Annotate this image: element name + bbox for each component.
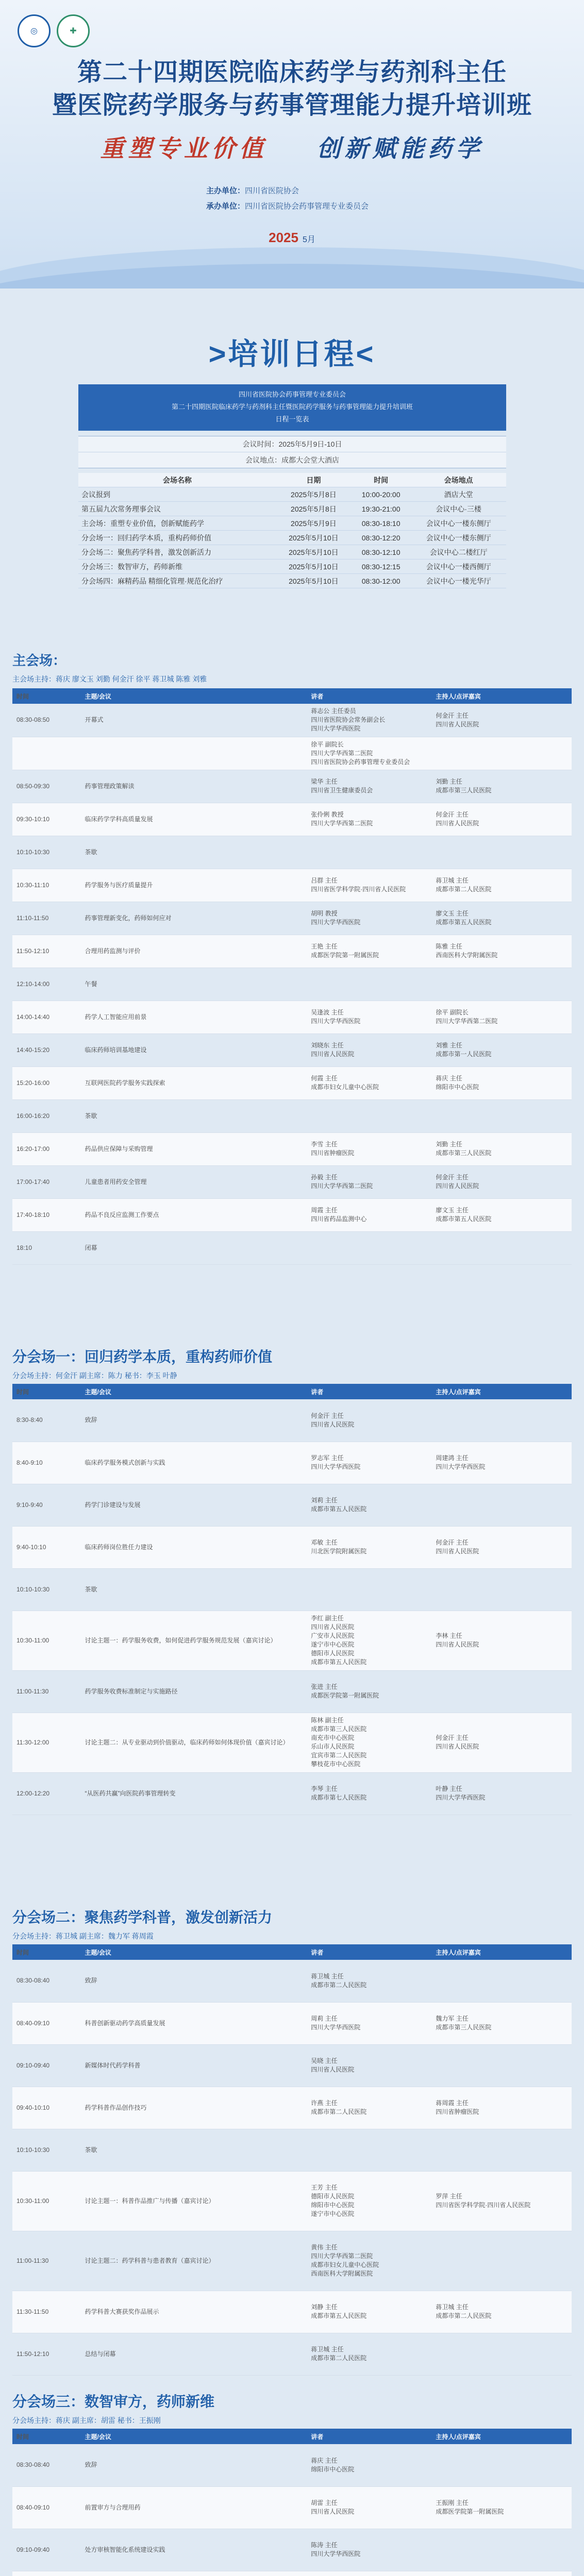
host-cell: 刘雅 主任 成都市第一人民医院 bbox=[431, 1033, 572, 1066]
host-cell: 罗萍 主任 四川省医学科学院·四川省人民医院 bbox=[431, 2171, 572, 2231]
schedule-header-cell: 讲者 bbox=[307, 1384, 431, 1399]
schedule-row bbox=[12, 1033, 572, 1066]
host-cell bbox=[431, 2231, 572, 2291]
speaker-cell bbox=[307, 968, 431, 1001]
info-line: 日程一览表 bbox=[275, 415, 309, 423]
overview-cell: 2025年5月10日 bbox=[276, 560, 351, 574]
schedule-row bbox=[12, 2444, 572, 2486]
speaker-cell: 王艳 主任 成都医学院第一附属医院 bbox=[307, 935, 431, 968]
logo-group bbox=[18, 14, 90, 47]
host-cell: 蒋卫城 主任 成都市第二人民医院 bbox=[431, 2291, 572, 2333]
speaker-cell: 蒋卫城 主任 成都市第二人民医院 bbox=[307, 1960, 431, 2002]
schedule-table bbox=[12, 1944, 572, 2376]
schedule-header-cell: 时间 bbox=[12, 1384, 80, 1399]
schedule-header-cell: 主持人/点评嘉宾 bbox=[431, 2429, 572, 2444]
topic-cell: 互联网医院药学服务实践探索 bbox=[81, 1066, 307, 1099]
undertaker-name: 四川省医院协会药事管理专业委员会 bbox=[245, 202, 369, 211]
time-cell: 11:30-11:50 bbox=[12, 2291, 81, 2333]
schedule-header-row bbox=[12, 688, 572, 704]
time-cell: 08:50-09:30 bbox=[12, 770, 81, 803]
speaker-cell bbox=[307, 1568, 431, 1611]
overview-cell: 分会场二：聚焦药学科普，激发创新活力 bbox=[78, 545, 276, 560]
overview-cell: 10:00-20:00 bbox=[351, 487, 411, 502]
schedule-header-row bbox=[12, 1384, 572, 1399]
host-cell: 何金汗 主任 四川省人民医院 bbox=[431, 704, 572, 737]
hero-date-year: 2025 bbox=[269, 230, 298, 245]
host-cell bbox=[431, 737, 572, 770]
meeting-place: 会议地点：成都大会堂大酒店 bbox=[78, 452, 506, 468]
host-cell: 何金汗 主任 四川省人民医院 bbox=[431, 1713, 572, 1772]
speaker-cell: 邓敏 主任 川北医学院附属医院 bbox=[307, 1526, 431, 1568]
info-line: 第二十四期医院临床药学与药剂科主任暨医院药学服务与药事管理能力提升培训班 bbox=[171, 403, 413, 411]
schedule-row bbox=[12, 968, 572, 1001]
speaker-cell: 吴晓 主任 四川省人民医院 bbox=[307, 2044, 431, 2087]
meeting-time: 会议时间：2025年5月9日-10日 bbox=[242, 440, 342, 448]
host-cell bbox=[431, 836, 572, 869]
host-cell bbox=[431, 1231, 572, 1264]
topic-cell bbox=[81, 2571, 307, 2576]
schedule-row bbox=[12, 2486, 572, 2529]
committee-logo: ✚ bbox=[57, 14, 90, 47]
overview-cell: 会议中心一楼东侧厅 bbox=[411, 531, 506, 545]
overview-cell: 08:30-18:10 bbox=[351, 516, 411, 531]
time-cell: 08:30-08:50 bbox=[12, 704, 81, 737]
schedule-row bbox=[12, 1066, 572, 1099]
meeting-meta bbox=[78, 436, 506, 468]
overview-row bbox=[78, 531, 506, 545]
topic-cell: 讨论主题一：科普作品推广与传播（嘉宾讨论） bbox=[81, 2171, 307, 2231]
topic-cell: 茶歇 bbox=[81, 2129, 307, 2171]
overview-cell: 08:30-12:10 bbox=[351, 545, 411, 560]
host-cell: 魏力军 主任 成都市第三人民医院 bbox=[431, 2002, 572, 2044]
topic-cell: 致辞 bbox=[80, 1399, 307, 1442]
schedule-row bbox=[12, 770, 572, 803]
host-cell: 王振刚 主任 成都医学院第一附属医院 bbox=[431, 2486, 572, 2529]
overview-row bbox=[78, 545, 506, 560]
overview-cell: 会议中心一楼西侧厅 bbox=[411, 560, 506, 574]
session-title: 主会场： bbox=[12, 653, 66, 668]
time-cell: 9:10-9:40 bbox=[12, 1484, 80, 1526]
schedule-header-cell: 主题/会议 bbox=[81, 2429, 307, 2444]
hero-banner bbox=[0, 0, 584, 289]
time-cell bbox=[12, 737, 81, 770]
schedule-row bbox=[12, 1132, 572, 1165]
overview-cell: 会议中心一楼光华厅 bbox=[411, 574, 506, 588]
session-meta: 主会场主持：蒋庆 廖文玉 刘勤 何金汗 徐平 蒋卫城 陈雅 刘雅 bbox=[12, 675, 207, 683]
schedule-row bbox=[12, 1399, 572, 1442]
speaker-cell: 许燕 主任 成都市第二人民医院 bbox=[307, 2087, 431, 2129]
host-cell: 何金汗 主任 四川省人民医院 bbox=[431, 1165, 572, 1198]
schedule-row bbox=[12, 935, 572, 968]
speaker-cell: 胡明 教授 四川大学华西医院 bbox=[307, 902, 431, 935]
schedule-row bbox=[12, 1099, 572, 1132]
schedule-row bbox=[12, 1001, 572, 1033]
hero-title-line1: 第二十四期医院临床药学与药剂科主任 bbox=[77, 58, 507, 87]
schedule-row bbox=[12, 2291, 572, 2333]
host-cell: 刘勤 主任 成都市第三人民医院 bbox=[431, 770, 572, 803]
schedule-table bbox=[12, 2429, 572, 2576]
topic-cell: 讨论主题一：药学服务收费，如何促进药学服务规范发展（嘉宾讨论） bbox=[80, 1611, 307, 1670]
schedule-row bbox=[12, 1772, 572, 1815]
overview-cell: 19:30-21:00 bbox=[351, 502, 411, 516]
speaker-cell: 刘晓东 主任 四川省人民医院 bbox=[307, 1033, 431, 1066]
time-cell: 10:10-10:30 bbox=[12, 836, 81, 869]
topic-cell: 总结与闭幕 bbox=[81, 2333, 307, 2375]
schedule-row bbox=[12, 1442, 572, 1484]
hero-date-sub: 5月 bbox=[302, 235, 315, 244]
host-cell: 何金汗 主任 四川省人民医院 bbox=[431, 1526, 572, 1568]
overview-header-cell: 会场名称 bbox=[78, 473, 276, 487]
schedule-row bbox=[12, 1568, 572, 1611]
schedule-header-cell: 主持人/点评嘉宾 bbox=[431, 1944, 572, 1960]
speaker-cell: 蒋志公 主任委员 四川省医院协会常务副会长 四川大学华西医院 bbox=[307, 704, 431, 737]
speaker-cell: 陈涛 主任 四川大学华西医院 bbox=[307, 2529, 431, 2571]
overview-cell: 第五届九次常务理事会议 bbox=[78, 502, 276, 516]
speaker-cell: 何霞 主任 成都市妇女儿童中心医院 bbox=[307, 1066, 431, 1099]
speaker-cell: 张伶俐 教授 四川大学华西第二医院 bbox=[307, 803, 431, 836]
overview-table bbox=[78, 473, 506, 588]
overview-cell: 分会场三：数智审方，药师新维 bbox=[78, 560, 276, 574]
time-cell: 12:00-12:20 bbox=[12, 1772, 80, 1815]
host-cell: 蒋庆 主任 绵阳市中心医院 bbox=[431, 1066, 572, 1099]
time-cell bbox=[12, 2571, 81, 2576]
schedule-row bbox=[12, 1960, 572, 2002]
host-cell bbox=[431, 968, 572, 1001]
host-cell: 蒋周霞 主任 四川省肿瘤医院 bbox=[431, 2087, 572, 2129]
host-cell bbox=[431, 1099, 572, 1132]
overview-cell: 会议中心一楼东侧厅 bbox=[411, 516, 506, 531]
schedule-row bbox=[12, 2171, 572, 2231]
overview-header-cell: 日期 bbox=[276, 473, 351, 487]
time-cell: 16:00-16:20 bbox=[12, 1099, 81, 1132]
slogan-part-b: 创新赋能药学 bbox=[316, 134, 484, 162]
schedule-row bbox=[12, 2002, 572, 2044]
speaker-cell: 李雪 主任 四川省肿瘤医院 bbox=[307, 1132, 431, 1165]
speaker-cell: 李红 副主任 四川省人民医院 广安市人民医院 遂宁市中心医院 德阳市人民医院 成都市第五人民医院 bbox=[307, 1611, 431, 1670]
time-cell: 17:00-17:40 bbox=[12, 1165, 81, 1198]
speaker-cell bbox=[307, 1099, 431, 1132]
time-cell: 09:10-09:40 bbox=[12, 2044, 81, 2087]
time-cell: 15:20-16:00 bbox=[12, 1066, 81, 1099]
host-cell bbox=[431, 2333, 572, 2375]
time-cell: 11:00-11:30 bbox=[12, 1670, 80, 1713]
topic-cell: 临床药师培训基地建设 bbox=[81, 1033, 307, 1066]
schedule-header-row bbox=[12, 1944, 572, 1960]
speaker-cell: 吴逢波 主任 四川大学华西医院 bbox=[307, 1001, 431, 1033]
association-logo: ◎ bbox=[18, 14, 51, 47]
host-cell: 何金汗 主任 四川省人民医院 bbox=[431, 803, 572, 836]
speaker-cell: 张进 主任 成都医学院第一附属医院 bbox=[307, 1670, 431, 1713]
speaker-cell bbox=[307, 2571, 431, 2576]
host-cell bbox=[431, 2129, 572, 2171]
time-cell: 08:40-09:10 bbox=[12, 2002, 81, 2044]
overview-cell: 2025年5月8日 bbox=[276, 502, 351, 516]
time-cell: 12:10-14:00 bbox=[12, 968, 81, 1001]
info-line: 四川省医院协会药事管理专业委员会 bbox=[238, 391, 346, 398]
speaker-cell: 刘莉 主任 成都市第五人民医院 bbox=[307, 1484, 431, 1526]
overview-header-cell: 会场地点 bbox=[411, 473, 506, 487]
host-cell bbox=[431, 2444, 572, 2486]
topic-cell: 新媒体时代药学科普 bbox=[81, 2044, 307, 2087]
host-cell: 刘勤 主任 成都市第三人民医院 bbox=[431, 1132, 572, 1165]
hero-slogan bbox=[0, 130, 584, 164]
schedule-row bbox=[12, 1670, 572, 1713]
time-cell: 11:00-11:30 bbox=[12, 2231, 81, 2291]
host-cell bbox=[431, 1568, 572, 1611]
host-cell bbox=[431, 2529, 572, 2571]
schedule-row bbox=[12, 2044, 572, 2087]
host-cell: 李林 主任 四川省人民医院 bbox=[431, 1611, 572, 1670]
topic-cell: 茶歇 bbox=[80, 1568, 307, 1611]
topic-cell: 合理用药监测与评价 bbox=[81, 935, 307, 968]
schedule-row bbox=[12, 704, 572, 737]
topic-cell: 致辞 bbox=[81, 1960, 307, 2002]
schedule-row bbox=[12, 836, 572, 869]
schedule-row bbox=[12, 2129, 572, 2171]
topic-cell: 药事管理政策解读 bbox=[81, 770, 307, 803]
speaker-cell: 黄伟 主任 四川大学华西第二医院 成都市妇女儿童中心医院 西南医科大学附属医院 bbox=[307, 2231, 431, 2291]
speaker-cell: 徐平 副院长 四川大学华西第二医院 四川省医院协会药事管理专业委员会 bbox=[307, 737, 431, 770]
overview-row bbox=[78, 487, 506, 502]
topic-cell: 开幕式 bbox=[81, 704, 307, 737]
schedule-table bbox=[12, 688, 572, 1265]
speaker-cell: 何金汗 主任 四川省人民医院 bbox=[307, 1399, 431, 1442]
topic-cell: 处方审核智能化系统建设实践 bbox=[81, 2529, 307, 2571]
time-cell: 09:10-09:40 bbox=[12, 2529, 81, 2571]
hero-title-line2: 暨医院药学服务与药事管理能力提升培训班 bbox=[52, 91, 532, 120]
overview-cell: 2025年5月10日 bbox=[276, 574, 351, 588]
schedule-row bbox=[12, 902, 572, 935]
schedule-header-cell: 时间 bbox=[12, 1944, 81, 1960]
host-cell: 徐平 副院长 四川大学华西第二医院 bbox=[431, 1001, 572, 1033]
schedule-header-cell: 讲者 bbox=[307, 1944, 431, 1960]
speaker-cell: 陈林 副主任 成都市第三人民医院 南充市中心医院 乐山市人民医院 宜宾市第二人民医院 攀枝花市中心医院 bbox=[307, 1713, 431, 1772]
host-cell bbox=[431, 1960, 572, 2002]
schedule-header-cell: 讲者 bbox=[307, 688, 431, 704]
speaker-cell: 周霞 主任 四川省药品监测中心 bbox=[307, 1198, 431, 1231]
overview-cell: 会议中心·三楼 bbox=[411, 502, 506, 516]
schedule-info-box bbox=[78, 384, 506, 431]
time-cell: 10:10-10:30 bbox=[12, 1568, 80, 1611]
schedule-row bbox=[12, 1611, 572, 1670]
time-cell: 09:30-10:10 bbox=[12, 803, 81, 836]
host-cell: 蒋卫城 主任 成都市第二人民医院 bbox=[431, 869, 572, 902]
overview-cell: 分会场一：回归药学本质，重构药师价值 bbox=[78, 531, 276, 545]
topic-cell: 药品供应保障与采购管理 bbox=[81, 1132, 307, 1165]
session-meta: 分会场主持：何金汗 副主席：陈力 秘书：李玉 叶静 bbox=[12, 1371, 177, 1380]
time-cell: 11:50-12:10 bbox=[12, 2333, 81, 2375]
time-cell: 10:10-10:30 bbox=[12, 2129, 81, 2171]
speaker-cell: 李琴 主任 成都市第七人民医院 bbox=[307, 1772, 431, 1815]
overview-cell: 会议报到 bbox=[78, 487, 276, 502]
schedule-header-cell: 主题/会议 bbox=[80, 1384, 307, 1399]
topic-cell: “从医药共赢”向医院药事管理转变 bbox=[80, 1772, 307, 1815]
topic-cell: 儿童患者用药安全管理 bbox=[81, 1165, 307, 1198]
time-cell: 08:30-08:40 bbox=[12, 2444, 81, 2486]
speaker-cell: 梁华 主任 四川省卫生健康委员会 bbox=[307, 770, 431, 803]
time-cell: 10:30-11:10 bbox=[12, 869, 81, 902]
host-cell: 陈雅 主任 西南医科大学附属医院 bbox=[431, 935, 572, 968]
schedule-row bbox=[12, 1484, 572, 1526]
schedule-table bbox=[12, 1384, 572, 1815]
overview-cell: 酒店大堂 bbox=[411, 487, 506, 502]
schedule-row bbox=[12, 2571, 572, 2576]
host-cell: 廖文玉 主任 成都市第五人民医院 bbox=[431, 1198, 572, 1231]
topic-cell: 药学科普大赛获奖作品展示 bbox=[81, 2291, 307, 2333]
time-cell: 14:40-15:20 bbox=[12, 1033, 81, 1066]
time-cell: 8:30-8:40 bbox=[12, 1399, 80, 1442]
topic-cell: 药学人工智能应用前景 bbox=[81, 1001, 307, 1033]
topic-cell: 临床药学服务模式创新与实践 bbox=[80, 1442, 307, 1484]
organizer-block bbox=[206, 183, 369, 214]
host-cell bbox=[431, 1484, 572, 1526]
time-cell: 09:40-10:10 bbox=[12, 2087, 81, 2129]
topic-cell: 药品不良反应监测工作要点 bbox=[81, 1198, 307, 1231]
slogan-part-a: 重塑专业价值 bbox=[100, 134, 268, 162]
schedule-header-cell: 时间 bbox=[12, 2429, 81, 2444]
hero-date bbox=[0, 230, 584, 246]
topic-cell: 药学科普作品创作技巧 bbox=[81, 2087, 307, 2129]
speaker-cell: 吕群 主任 四川省医学科学院·四川省人民医院 bbox=[307, 869, 431, 902]
schedule-header-cell: 主持人/点评嘉宾 bbox=[431, 1384, 572, 1399]
speaker-cell bbox=[307, 2129, 431, 2171]
overview-cell: 分会场四：麻精药品 精细化管理·规范化治疗 bbox=[78, 574, 276, 588]
overview-cell: 2025年5月10日 bbox=[276, 531, 351, 545]
overview-row bbox=[78, 516, 506, 531]
session-title: 分会场一：回归药学本质，重构药师价值 bbox=[12, 1349, 273, 1365]
schedule-row bbox=[12, 1526, 572, 1568]
schedule-row bbox=[12, 1231, 572, 1264]
speaker-cell: 蒋庆 主任 绵阳市中心医院 bbox=[307, 2444, 431, 2486]
time-cell: 17:40-18:10 bbox=[12, 1198, 81, 1231]
host-cell bbox=[431, 2571, 572, 2576]
schedule-header-cell: 讲者 bbox=[307, 2429, 431, 2444]
speaker-cell: 孙毅 主任 四川大学华西第二医院 bbox=[307, 1165, 431, 1198]
session-meta: 分会场主持：蒋卫城 副主席：魏力军 蒋周霞 bbox=[12, 1932, 154, 1940]
schedule-header-cell: 主题/会议 bbox=[81, 688, 307, 704]
topic-cell: 午餐 bbox=[81, 968, 307, 1001]
time-cell: 18:10 bbox=[12, 1231, 81, 1264]
speaker-cell bbox=[307, 836, 431, 869]
session-meta: 分会场主持：蒋庆 副主席：胡雷 秘书：王振刚 bbox=[12, 2416, 161, 2425]
topic-cell: 茶歇 bbox=[81, 836, 307, 869]
undertaker-label: 承办单位： bbox=[206, 202, 245, 211]
time-cell: 9:40-10:10 bbox=[12, 1526, 80, 1568]
topic-cell: 茶歇 bbox=[81, 1099, 307, 1132]
overview-cell: 会议中心二楼红厅 bbox=[411, 545, 506, 560]
host-cell bbox=[431, 1399, 572, 1442]
overview-header-cell: 时间 bbox=[351, 473, 411, 487]
time-cell: 16:20-17:00 bbox=[12, 1132, 81, 1165]
organizer-label: 主办单位： bbox=[206, 187, 245, 195]
time-cell: 10:30-11:00 bbox=[12, 1611, 80, 1670]
overview-row bbox=[78, 560, 506, 574]
topic-cell: 闭幕 bbox=[81, 1231, 307, 1264]
schedule-row bbox=[12, 2231, 572, 2291]
host-cell bbox=[431, 1670, 572, 1713]
topic-cell: 药事管理新变化，药师如何应对 bbox=[81, 902, 307, 935]
time-cell: 10:30-11:00 bbox=[12, 2171, 81, 2231]
overview-row bbox=[78, 502, 506, 516]
overview-cell: 主会场：重塑专业价值，创新赋能药学 bbox=[78, 516, 276, 531]
topic-cell: 科普创新驱动药学高质量发展 bbox=[81, 2002, 307, 2044]
overview-cell: 2025年5月10日 bbox=[276, 545, 351, 560]
schedule-row bbox=[12, 2087, 572, 2129]
time-cell: 11:10-11:50 bbox=[12, 902, 81, 935]
topic-cell: 临床药师岗位胜任力建设 bbox=[80, 1526, 307, 1568]
topic-cell: 药学门诊建设与发展 bbox=[80, 1484, 307, 1526]
speaker-cell: 刘静 主任 成都市第五人民医院 bbox=[307, 2291, 431, 2333]
schedule-header-cell: 主持人/点评嘉宾 bbox=[431, 688, 572, 704]
topic-cell: 讨论主题二：从专业驱动到价值驱动，临床药师如何体现价值（嘉宾讨论） bbox=[80, 1713, 307, 1772]
schedule-header-cell: 主题/会议 bbox=[81, 1944, 307, 1960]
session-title: 分会场二：聚焦药学科普，激发创新活力 bbox=[12, 1909, 273, 1925]
overview-cell: 2025年5月9日 bbox=[276, 516, 351, 531]
time-cell: 08:40-09:10 bbox=[12, 2486, 81, 2529]
topic-cell bbox=[81, 737, 307, 770]
speaker-cell bbox=[307, 1231, 431, 1264]
topic-cell: 药学服务与医疗质量提升 bbox=[81, 869, 307, 902]
overview-row bbox=[78, 574, 506, 588]
host-cell: 周建鸿 主任 四川大学华西医院 bbox=[431, 1442, 572, 1484]
topic-cell: 前置审方与合理用药 bbox=[81, 2486, 307, 2529]
host-cell: 廖文玉 主任 成都市第五人民医院 bbox=[431, 902, 572, 935]
schedule-header-cell: 时间 bbox=[12, 688, 81, 704]
schedule-row bbox=[12, 2529, 572, 2571]
speaker-cell: 胡雷 主任 四川省人民医院 bbox=[307, 2486, 431, 2529]
speaker-cell: 王芳 主任 德阳市人民医院 绵阳市中心医院 遂宁市中心医院 bbox=[307, 2171, 431, 2231]
topic-cell: 致辞 bbox=[81, 2444, 307, 2486]
overview-cell: 2025年5月8日 bbox=[276, 487, 351, 502]
host-cell bbox=[431, 2044, 572, 2087]
schedule-row bbox=[12, 803, 572, 836]
time-cell: 8:40-9:10 bbox=[12, 1442, 80, 1484]
time-cell: 14:00-14:40 bbox=[12, 1001, 81, 1033]
topic-cell: 讨论主题二：药学科普与患者教育（嘉宾讨论） bbox=[81, 2231, 307, 2291]
schedule-row bbox=[12, 869, 572, 902]
time-cell: 11:50-12:10 bbox=[12, 935, 81, 968]
schedule-title: >培训日程< bbox=[208, 337, 376, 371]
time-cell: 11:30-12:00 bbox=[12, 1713, 80, 1772]
session-title: 分会场三：数智审方，药师新维 bbox=[12, 2394, 215, 2410]
overview-cell: 08:30-12:15 bbox=[351, 560, 411, 574]
schedule-row bbox=[12, 1198, 572, 1231]
host-cell: 叶静 主任 四川大学华西医院 bbox=[431, 1772, 572, 1815]
schedule-row bbox=[12, 1165, 572, 1198]
organizer-name: 四川省医院协会 bbox=[245, 187, 299, 195]
time-cell: 08:30-08:40 bbox=[12, 1960, 81, 2002]
schedule-row bbox=[12, 2333, 572, 2375]
schedule-row bbox=[12, 1713, 572, 1772]
overview-cell: 08:30-12:20 bbox=[351, 531, 411, 545]
schedule-row bbox=[12, 737, 572, 770]
overview-header-row bbox=[78, 473, 506, 487]
speaker-cell: 周莉 主任 四川大学华西医院 bbox=[307, 2002, 431, 2044]
hero-title bbox=[0, 56, 584, 122]
speaker-cell: 蒋卫城 主任 成都市第二人民医院 bbox=[307, 2333, 431, 2375]
overview-cell: 08:30-12:00 bbox=[351, 574, 411, 588]
topic-cell: 药学服务收费标准制定与实施路径 bbox=[80, 1670, 307, 1713]
speaker-cell: 罗志军 主任 四川大学华西医院 bbox=[307, 1442, 431, 1484]
schedule-header-row bbox=[12, 2429, 572, 2444]
topic-cell: 临床药学学科高质量发展 bbox=[81, 803, 307, 836]
